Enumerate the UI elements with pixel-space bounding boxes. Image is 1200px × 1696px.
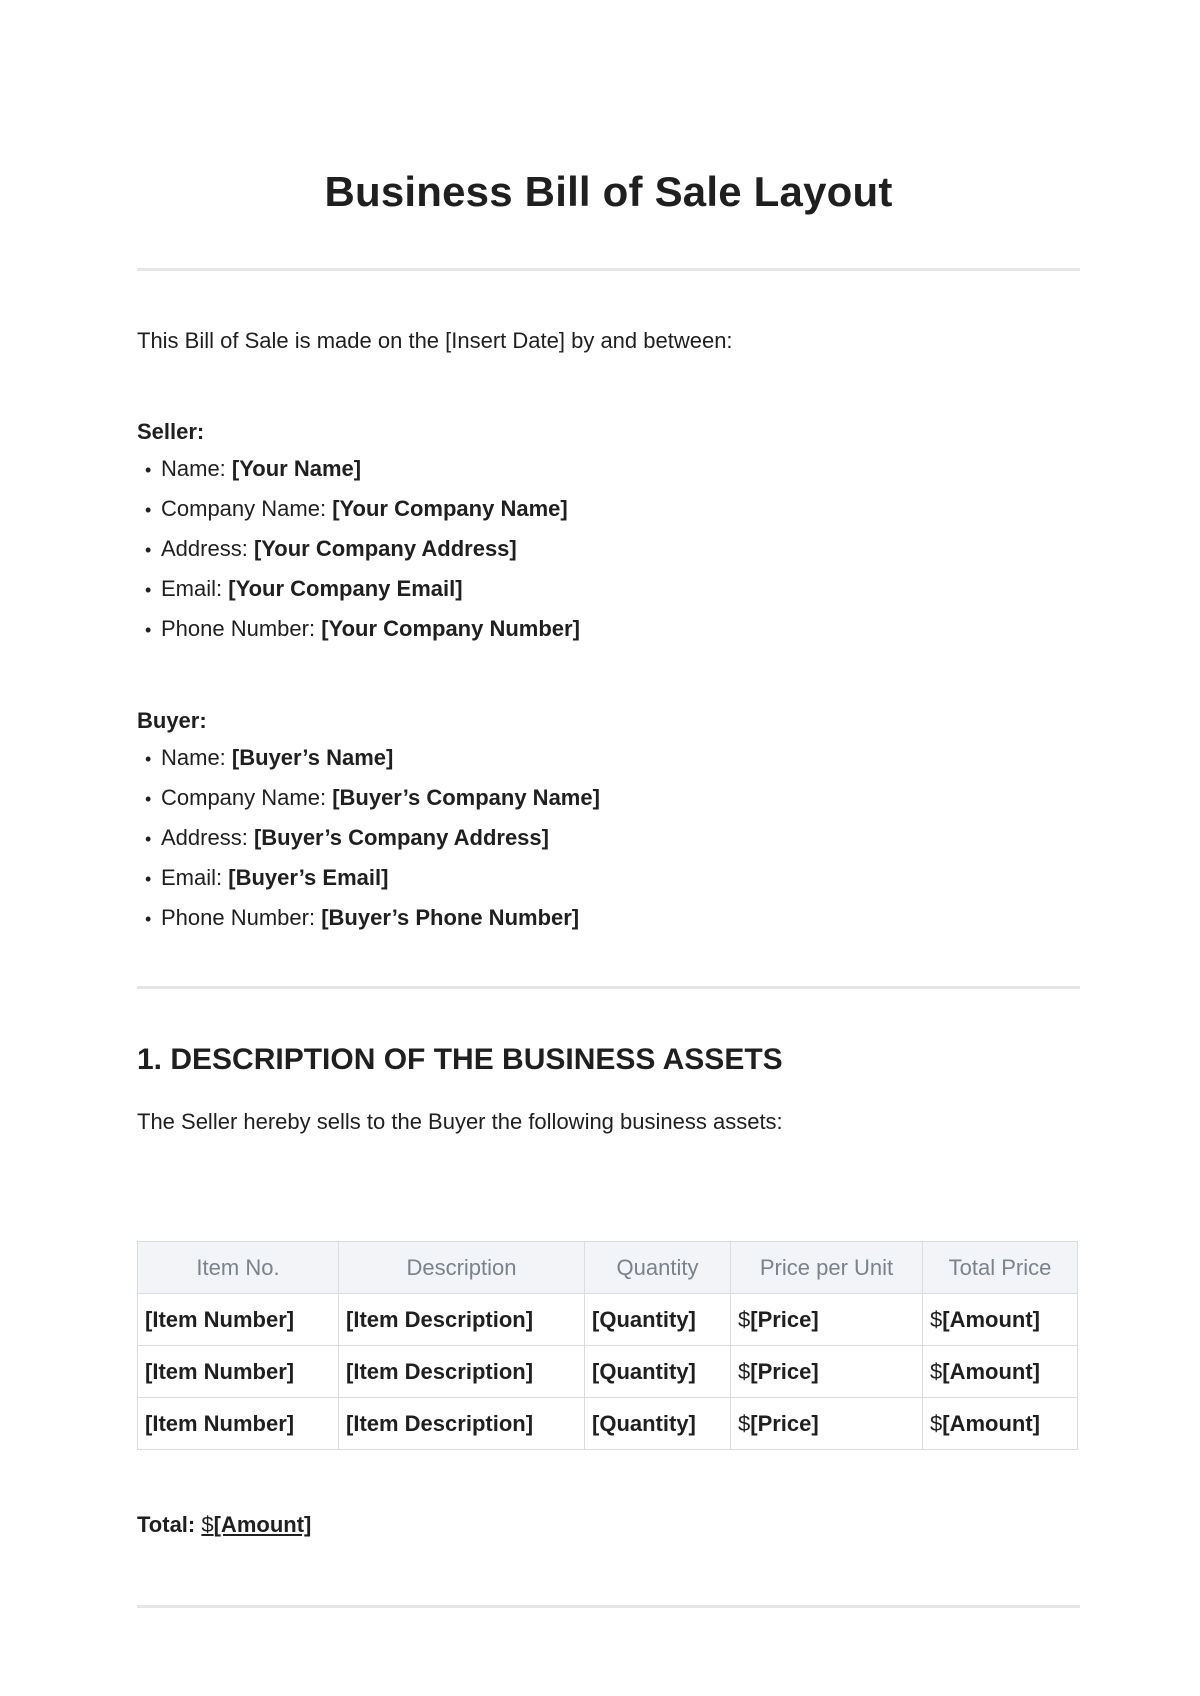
seller-label: Seller: [137, 419, 205, 444]
table-row [138, 1398, 1078, 1450]
table-row [138, 1346, 1078, 1398]
field-value: [Your Name] [231, 456, 362, 481]
bullet-icon: • [145, 620, 152, 640]
list-item [145, 569, 580, 609]
field-label: Company Name: [161, 785, 333, 810]
cell-description: [Item Description] [339, 1398, 585, 1450]
divider [137, 986, 1080, 989]
field-label: Name: [161, 745, 232, 770]
cell-price [731, 1346, 923, 1398]
cell-item-no: [Item Number] [138, 1346, 339, 1398]
field-label: Address: [161, 536, 254, 561]
divider [137, 1605, 1080, 1608]
list-item [145, 898, 600, 938]
total-label: Total: [137, 1512, 202, 1537]
bullet-icon: • [145, 909, 152, 929]
cell-item-no: [Item Number] [138, 1398, 339, 1450]
intro-text: This Bill of Sale is made on the [Insert Date] by and between: [137, 328, 733, 353]
assets-table [137, 1241, 1078, 1450]
table-header-row [138, 1242, 1078, 1294]
currency-symbol: $ [930, 1358, 943, 1384]
field-value: [Buyer’s Name] [231, 745, 394, 770]
cell-total [923, 1294, 1078, 1346]
bullet-icon: • [145, 540, 152, 560]
document-title: Business Bill of Sale Layout [324, 168, 893, 215]
list-item [145, 818, 600, 858]
section-text: The Seller hereby sells to the Buyer the following business assets: [137, 1109, 783, 1134]
cell-quantity: [Quantity] [585, 1294, 731, 1346]
bullet-icon: • [145, 749, 152, 769]
currency-symbol: $ [738, 1306, 751, 1332]
bullet-icon: • [145, 500, 152, 520]
bullet-icon: • [145, 869, 152, 889]
bullet-icon: • [145, 580, 152, 600]
cell-total [923, 1398, 1078, 1450]
list-item [145, 609, 580, 649]
field-label: Phone Number: [161, 616, 322, 641]
bullet-icon: • [145, 789, 152, 809]
list-item [145, 858, 600, 898]
field-value: [Buyer’s Email] [228, 865, 389, 890]
list-item [145, 778, 600, 818]
field-label: Company Name: [161, 496, 333, 521]
currency-symbol: $ [201, 1512, 214, 1537]
column-header-total-price: Total Price [923, 1242, 1078, 1294]
bullet-icon: • [145, 460, 152, 480]
cell-description: [Item Description] [339, 1294, 585, 1346]
list-item [145, 529, 580, 569]
field-value: [Your Company Address] [253, 536, 517, 561]
column-header-description: Description [339, 1242, 585, 1294]
total-value: [Amount] [942, 1358, 1040, 1384]
price-value: [Price] [750, 1306, 819, 1332]
total-value: [Amount] [942, 1410, 1040, 1436]
cell-total [923, 1346, 1078, 1398]
column-header-item-no: Item No. [138, 1242, 339, 1294]
field-value: [Your Company Number] [321, 616, 580, 641]
field-value: [Buyer’s Company Name] [332, 785, 600, 810]
bullet-icon: • [145, 829, 152, 849]
currency-symbol: $ [930, 1306, 943, 1332]
cell-description: [Item Description] [339, 1346, 585, 1398]
list-item [145, 738, 600, 778]
field-value: [Buyer’s Company Address] [253, 825, 549, 850]
cell-quantity: [Quantity] [585, 1346, 731, 1398]
field-value: [Your Company Email] [228, 576, 463, 601]
field-value: [Your Company Name] [332, 496, 568, 521]
cell-item-no: [Item Number] [138, 1294, 339, 1346]
column-header-quantity: Quantity [585, 1242, 731, 1294]
total-line [137, 1510, 311, 1540]
total-amount: [Amount] [213, 1512, 312, 1537]
column-header-price-per-unit: Price per Unit [731, 1242, 923, 1294]
list-item [145, 449, 580, 489]
list-item [145, 489, 580, 529]
price-value: [Price] [750, 1410, 819, 1436]
field-value: [Buyer’s Phone Number] [321, 905, 580, 930]
price-value: [Price] [750, 1358, 819, 1384]
divider [137, 268, 1080, 271]
currency-symbol: $ [738, 1358, 751, 1384]
buyer-details-list [145, 738, 600, 938]
cell-price [731, 1294, 923, 1346]
field-label: Phone Number: [161, 905, 322, 930]
table-row [138, 1294, 1078, 1346]
field-label: Email: [161, 576, 229, 601]
cell-price [731, 1398, 923, 1450]
field-label: Email: [161, 865, 229, 890]
buyer-label: Buyer: [137, 708, 207, 733]
seller-details-list [145, 449, 580, 649]
section-heading: 1. DESCRIPTION OF THE BUSINESS ASSETS [137, 1043, 783, 1076]
total-value: [Amount] [942, 1306, 1040, 1332]
field-label: Name: [161, 456, 232, 481]
currency-symbol: $ [738, 1410, 751, 1436]
currency-symbol: $ [930, 1410, 943, 1436]
field-label: Address: [161, 825, 254, 850]
cell-quantity: [Quantity] [585, 1398, 731, 1450]
